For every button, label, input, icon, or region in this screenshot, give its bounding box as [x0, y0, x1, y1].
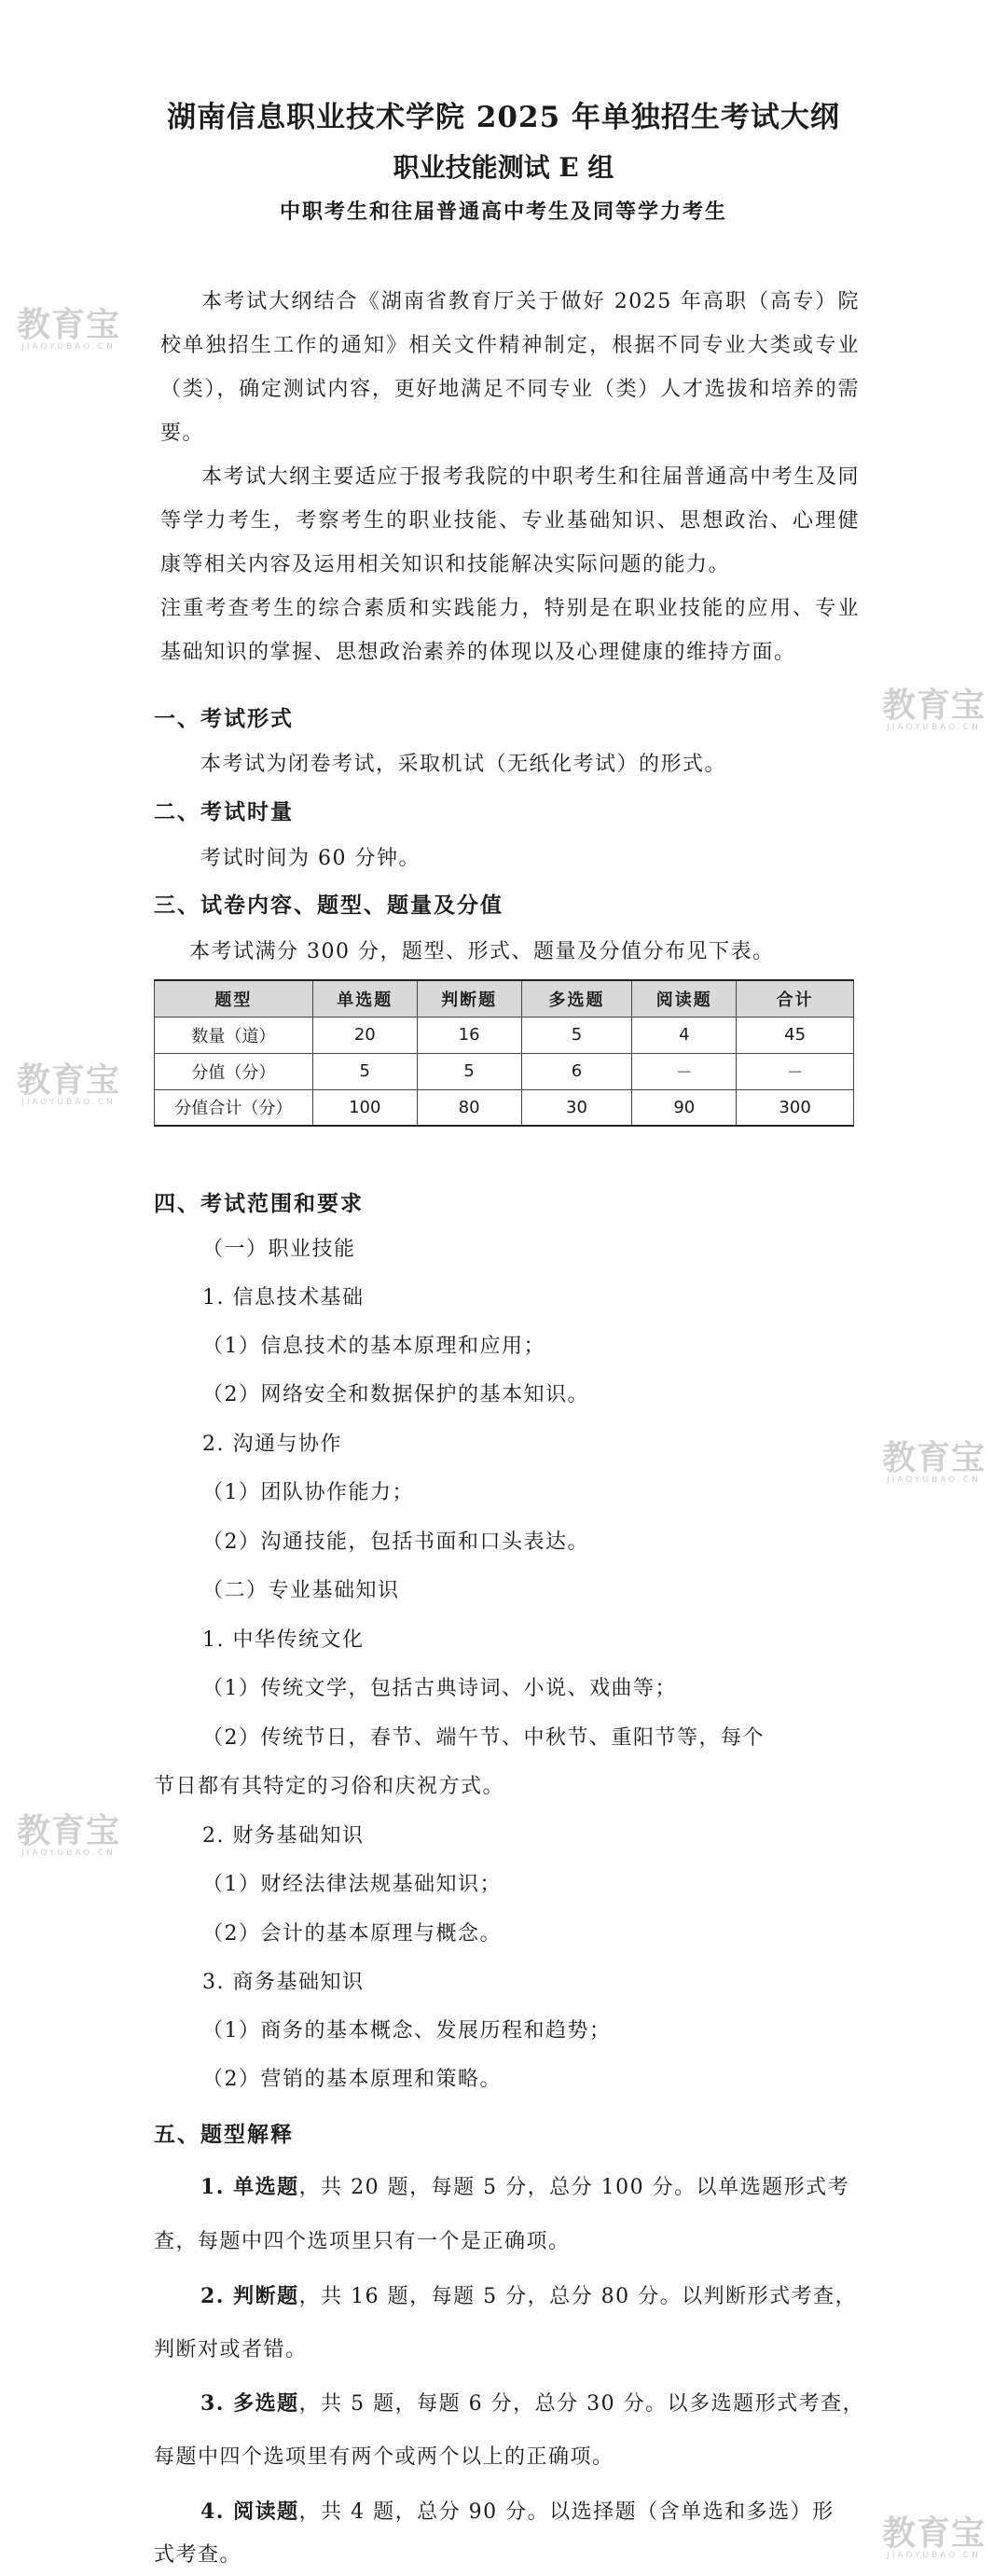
table-header-cell: 判断题: [417, 980, 521, 1017]
watermark-logo: 教育宝 JIAOYUBAO.CN: [882, 1439, 986, 1485]
question-type-desc-cont: 每题中四个选项里有两个或两个以上的正确项。: [154, 2445, 614, 2469]
table-header-row: [155, 980, 854, 1017]
table-header-cell: 多选题: [521, 980, 632, 1017]
question-type-desc: ，共 4 题，总分 90 分。以选择题（含单选和多选）形: [298, 2500, 835, 2524]
score-table: [154, 979, 854, 1127]
scope-line: 节日都有其特定的习俗和庆祝方式。: [154, 1775, 505, 1798]
table-cell: 16: [417, 1017, 521, 1053]
question-type-item: [200, 2171, 849, 2200]
question-type-desc: ，共 5 题，每题 6 分，总分 30 分。以多选题形式考查，: [298, 2392, 865, 2416]
table-row: [155, 1017, 854, 1053]
table-header-cell: 单选题: [312, 980, 417, 1017]
watermark-logo: 教育宝 JIAOYUBAO.CN: [882, 686, 986, 732]
section-4-heading: 四、考试范围和要求: [154, 1191, 364, 1216]
section-1-text: 本考试为闭卷考试，采取机试（无纸化考试）的形式。: [200, 753, 727, 776]
page-subtitle: 职业技能测试 E 组: [393, 152, 614, 183]
scope-line: 1. 中华传统文化: [202, 1628, 365, 1652]
scope-line: （1）团队协作能力；: [202, 1481, 414, 1504]
table-cell: 6: [521, 1053, 632, 1089]
table-header-cell: 题型: [155, 980, 313, 1017]
question-type-label: 2. 判断题: [200, 2284, 299, 2308]
scope-line: （二）专业基础知识: [202, 1579, 400, 1602]
watermark-logo: 教育宝 JIAOYUBAO.CN: [17, 1061, 121, 1107]
question-type-desc-cont: 式考查。: [154, 2543, 242, 2567]
section-2-heading: 二、考试时量: [154, 799, 294, 824]
table-header-cell: 阅读题: [632, 980, 737, 1017]
question-type-item: [200, 2388, 864, 2417]
table-cell: －: [632, 1053, 737, 1089]
audience-line: 中职考生和往届普通高中考生及同等学力考生: [279, 200, 727, 224]
scope-line: （一）职业技能: [202, 1238, 356, 1261]
section-1-heading: 一、考试形式: [154, 706, 294, 731]
intro-paragraph-2: 本考试大纲主要适应于报考我院的中职考生和往届普通高中考生及同等学力考生，考察考生的职业技能、专业基础知识、思想政治、心理健康等相关内容及运用相关知识和技能解决实际问题的能力。: [160, 465, 860, 576]
scope-line: 2. 沟通与协作: [202, 1433, 342, 1456]
scope-line: （2）营销的基本原理和策略。: [202, 2068, 502, 2091]
scope-line: 2. 财务基础知识: [202, 1824, 365, 1848]
table-header-cell: 合计: [737, 980, 854, 1017]
section-3-heading: 三、试卷内容、题型、题量及分值: [154, 893, 504, 918]
table-cell: －: [737, 1053, 854, 1089]
question-type-item: [200, 2496, 835, 2525]
scope-line: （1）信息技术的基本原理和应用；: [202, 1335, 545, 1358]
intro-paragraph-1: 本考试大纲结合《湖南省教育厅关于做好 2025 年高职（高专）院校单独招生工作的通知》相关文件精神制定，根据不同专业大类或专业（类），确定测试内容，更好地满足不同专业（类）人才选拔和培养的需要。: [160, 290, 860, 445]
scope-line: （1）传统文学，包括古典诗词、小说、戏曲等；: [202, 1677, 677, 1700]
page-title: 湖南信息职业技术学院 2025 年单独招生考试大纲: [167, 101, 840, 134]
question-type-label: 3. 多选题: [200, 2391, 299, 2416]
table-cell: 5: [417, 1053, 521, 1089]
scope-line: （2）网络安全和数据保护的基本知识。: [202, 1383, 589, 1406]
table-cell: 100: [312, 1089, 417, 1126]
question-type-label: 4. 阅读题: [200, 2500, 299, 2524]
scope-line: 1. 信息技术基础: [202, 1286, 365, 1309]
table-cell: 5: [521, 1017, 632, 1053]
section-3-text: 本考试满分 300 分，题型、形式、题量及分值分布见下表。: [189, 940, 775, 963]
table-cell: 5: [312, 1053, 417, 1089]
table-cell: 80: [417, 1089, 521, 1126]
table-cell: 分值合计（分）: [155, 1089, 313, 1126]
scope-line: （1）财经法律法规基础知识；: [202, 1873, 502, 1896]
watermark-logo: 教育宝 JIAOYUBAO.CN: [17, 1812, 121, 1858]
table-cell: 数量（道）: [155, 1017, 313, 1053]
table-row: [155, 1053, 854, 1089]
scope-line: （1）商务的基本概念、发展历程和趋势；: [202, 2019, 612, 2043]
scope-line: （2）会计的基本原理与概念。: [202, 1922, 502, 1946]
section-2-text: 考试时间为 60 分钟。: [200, 847, 421, 870]
intro-paragraph-3: 注重考查考生的综合素质和实践能力，特别是在职业技能的应用、专业基础知识的掌握、思想政治素养的体现以及心理健康的维持方面。: [160, 597, 860, 664]
table-cell: 90: [632, 1089, 737, 1126]
question-type-desc-cont: 判断对或者错。: [154, 2338, 308, 2361]
watermark-logo: 教育宝 JIAOYUBAO.CN: [882, 2514, 986, 2560]
scope-line: （2）沟通技能，包括书面和口头表达。: [202, 1530, 589, 1554]
table-cell: 分值（分）: [155, 1053, 313, 1089]
question-type-desc-cont: 查，每题中四个选项里只有一个是正确项。: [154, 2230, 571, 2253]
section-5-heading: 五、题型解释: [154, 2122, 294, 2147]
table-row: [155, 1089, 854, 1126]
scope-line: 3. 商务基础知识: [202, 1971, 365, 1994]
table-cell: 30: [521, 1089, 632, 1126]
table-cell: 45: [737, 1017, 854, 1053]
question-type-desc: ，共 20 题，每题 5 分，总分 100 分。以单选题形式考: [298, 2176, 850, 2199]
table-cell: 20: [312, 1017, 417, 1053]
question-type-label: 1. 单选题: [200, 2175, 299, 2199]
question-type-desc: ，共 16 题，每题 5 分，总分 80 分。以判断形式考查，: [298, 2285, 858, 2308]
scope-line: （2）传统节日，春节、端午节、中秋节、重阳节等，每个: [202, 1726, 765, 1750]
table-cell: 4: [632, 1017, 737, 1053]
question-type-item: [200, 2280, 857, 2309]
table-cell: 300: [737, 1089, 854, 1126]
watermark-logo: 教育宝 JIAOYUBAO.CN: [17, 306, 121, 352]
